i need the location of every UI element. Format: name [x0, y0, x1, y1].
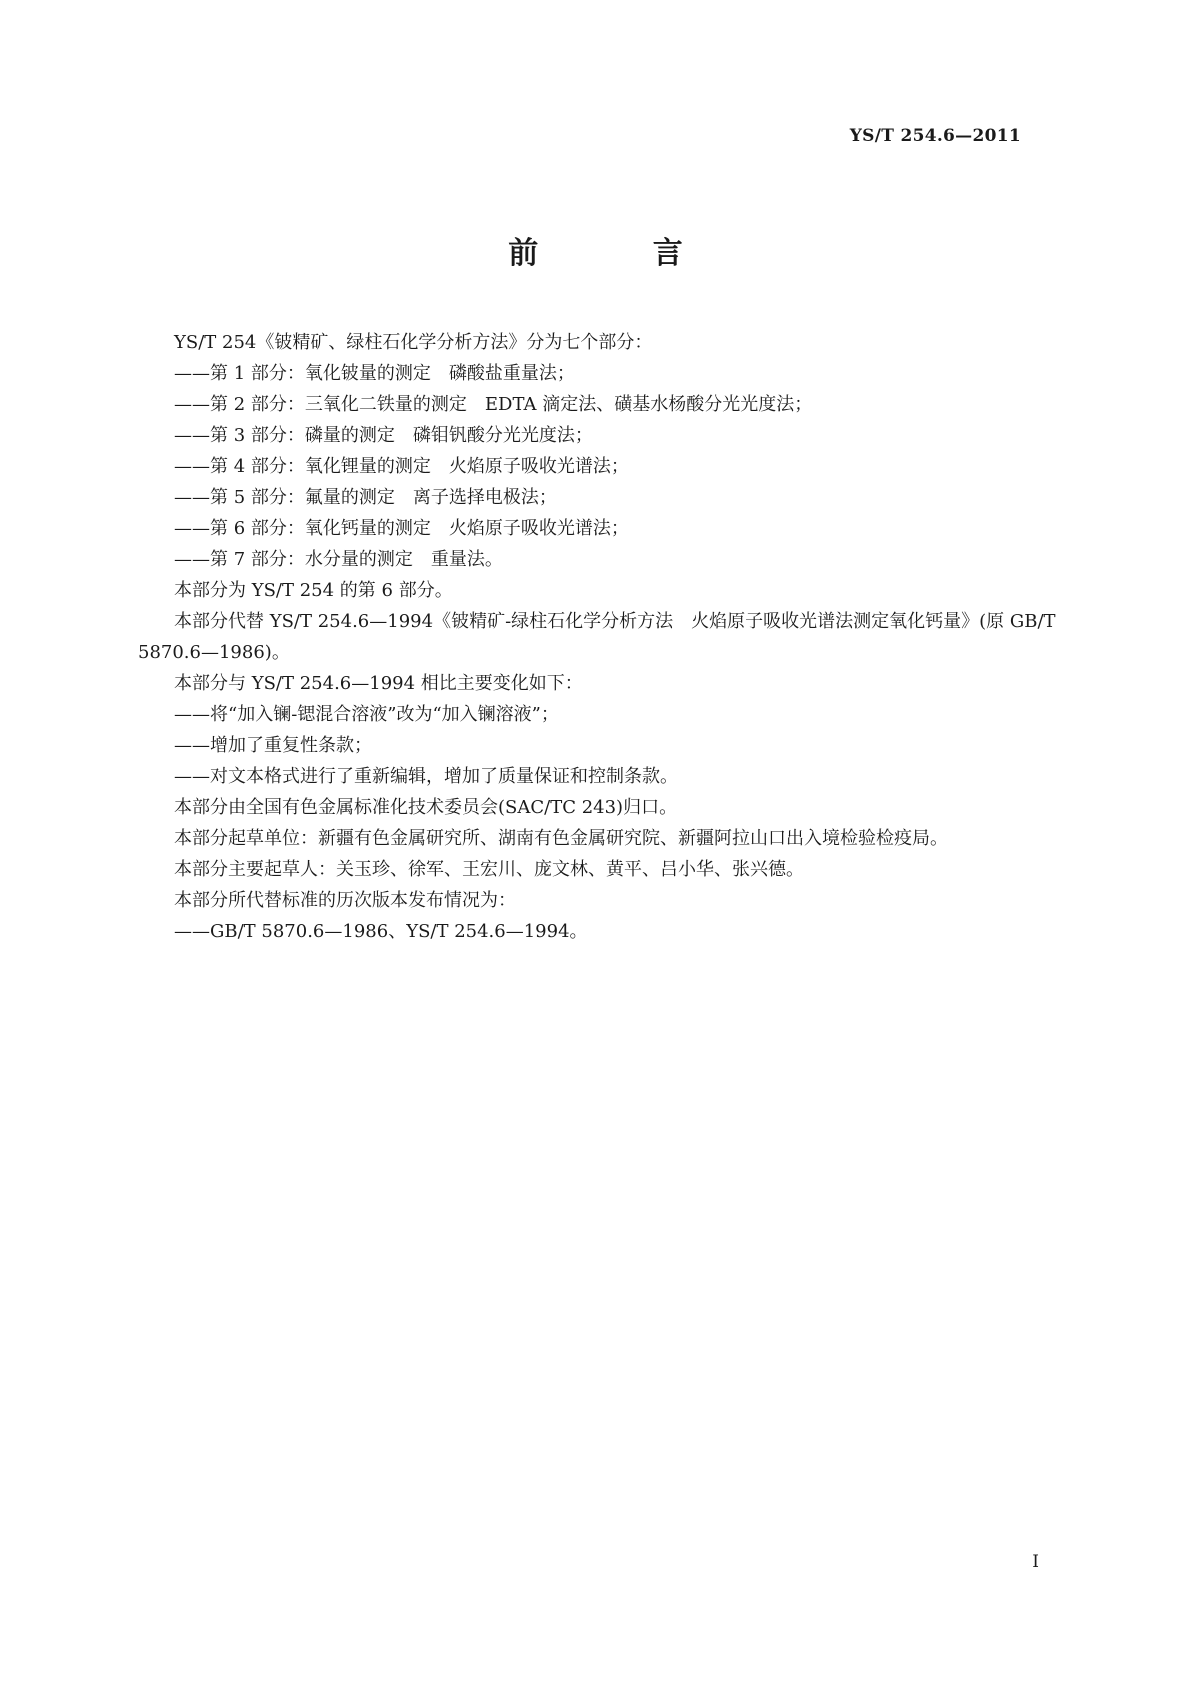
- paragraph-changes-intro: 本部分与 YS/T 254.6—1994 相比主要变化如下：: [174, 673, 583, 694]
- list-item-change-1: ——将“加入镧-锶混合溶液”改为“加入镧溶液”；: [174, 704, 559, 725]
- page-number: I: [1032, 1552, 1039, 1572]
- list-item-part-3: ——第 3 部分：磷量的测定 磷钼钒酸分光光度法；: [174, 425, 593, 446]
- list-item-part-2: ——第 2 部分：三氧化二铁量的测定 EDTA 滴定法、磺基水杨酸分光光度法；: [174, 394, 813, 415]
- list-item-history: ——GB/T 5870.6—1986、YS/T 254.6—1994。: [174, 921, 588, 942]
- paragraph-history-intro: 本部分所代替标准的历次版本发布情况为：: [174, 890, 516, 911]
- paragraph-drafting-units: 本部分起草单位：新疆有色金属研究所、湖南有色金属研究院、新疆阿拉山口出入境检验检疫局。: [174, 828, 948, 849]
- paragraph-part-statement: 本部分为 YS/T 254 的第 6 部分。: [174, 580, 453, 601]
- list-item-part-4: ——第 4 部分：氧化锂量的测定 火焰原子吸收光谱法；: [174, 456, 629, 477]
- paragraph-intro: YS/T 254《铍精矿、绿柱石化学分析方法》分为七个部分：: [174, 332, 653, 353]
- list-item-part-5: ——第 5 部分：氟量的测定 离子选择电极法；: [174, 487, 557, 508]
- paragraph-committee: 本部分由全国有色金属标准化技术委员会(SAC/TC 243)归口。: [174, 797, 678, 818]
- list-item-part-1: ——第 1 部分：氧化铍量的测定 磷酸盐重量法；: [174, 363, 575, 384]
- paragraph-replaces: 本部分代替 YS/T 254.6—1994《铍精矿-绿柱石化学分析方法 火焰原子吸收光谱法测定氧化钙量》(原 GB/T 5870.6—1986)。: [138, 611, 1056, 663]
- list-item-change-3: ——对文本格式进行了重新编辑，增加了质量保证和控制条款。: [174, 766, 678, 787]
- standard-code: YS/T 254.6—2011: [849, 126, 1021, 146]
- list-item-change-2: ——增加了重复性条款；: [174, 735, 372, 756]
- page-title: 前 言: [508, 236, 735, 271]
- paragraph-drafters: 本部分主要起草人：关玉珍、徐军、王宏川、庞文林、黄平、吕小华、张兴德。: [174, 859, 804, 880]
- list-item-part-7: ——第 7 部分：水分量的测定 重量法。: [174, 549, 503, 570]
- list-item-part-6: ——第 6 部分：氧化钙量的测定 火焰原子吸收光谱法；: [174, 518, 629, 539]
- foreword-body: [138, 327, 1056, 947]
